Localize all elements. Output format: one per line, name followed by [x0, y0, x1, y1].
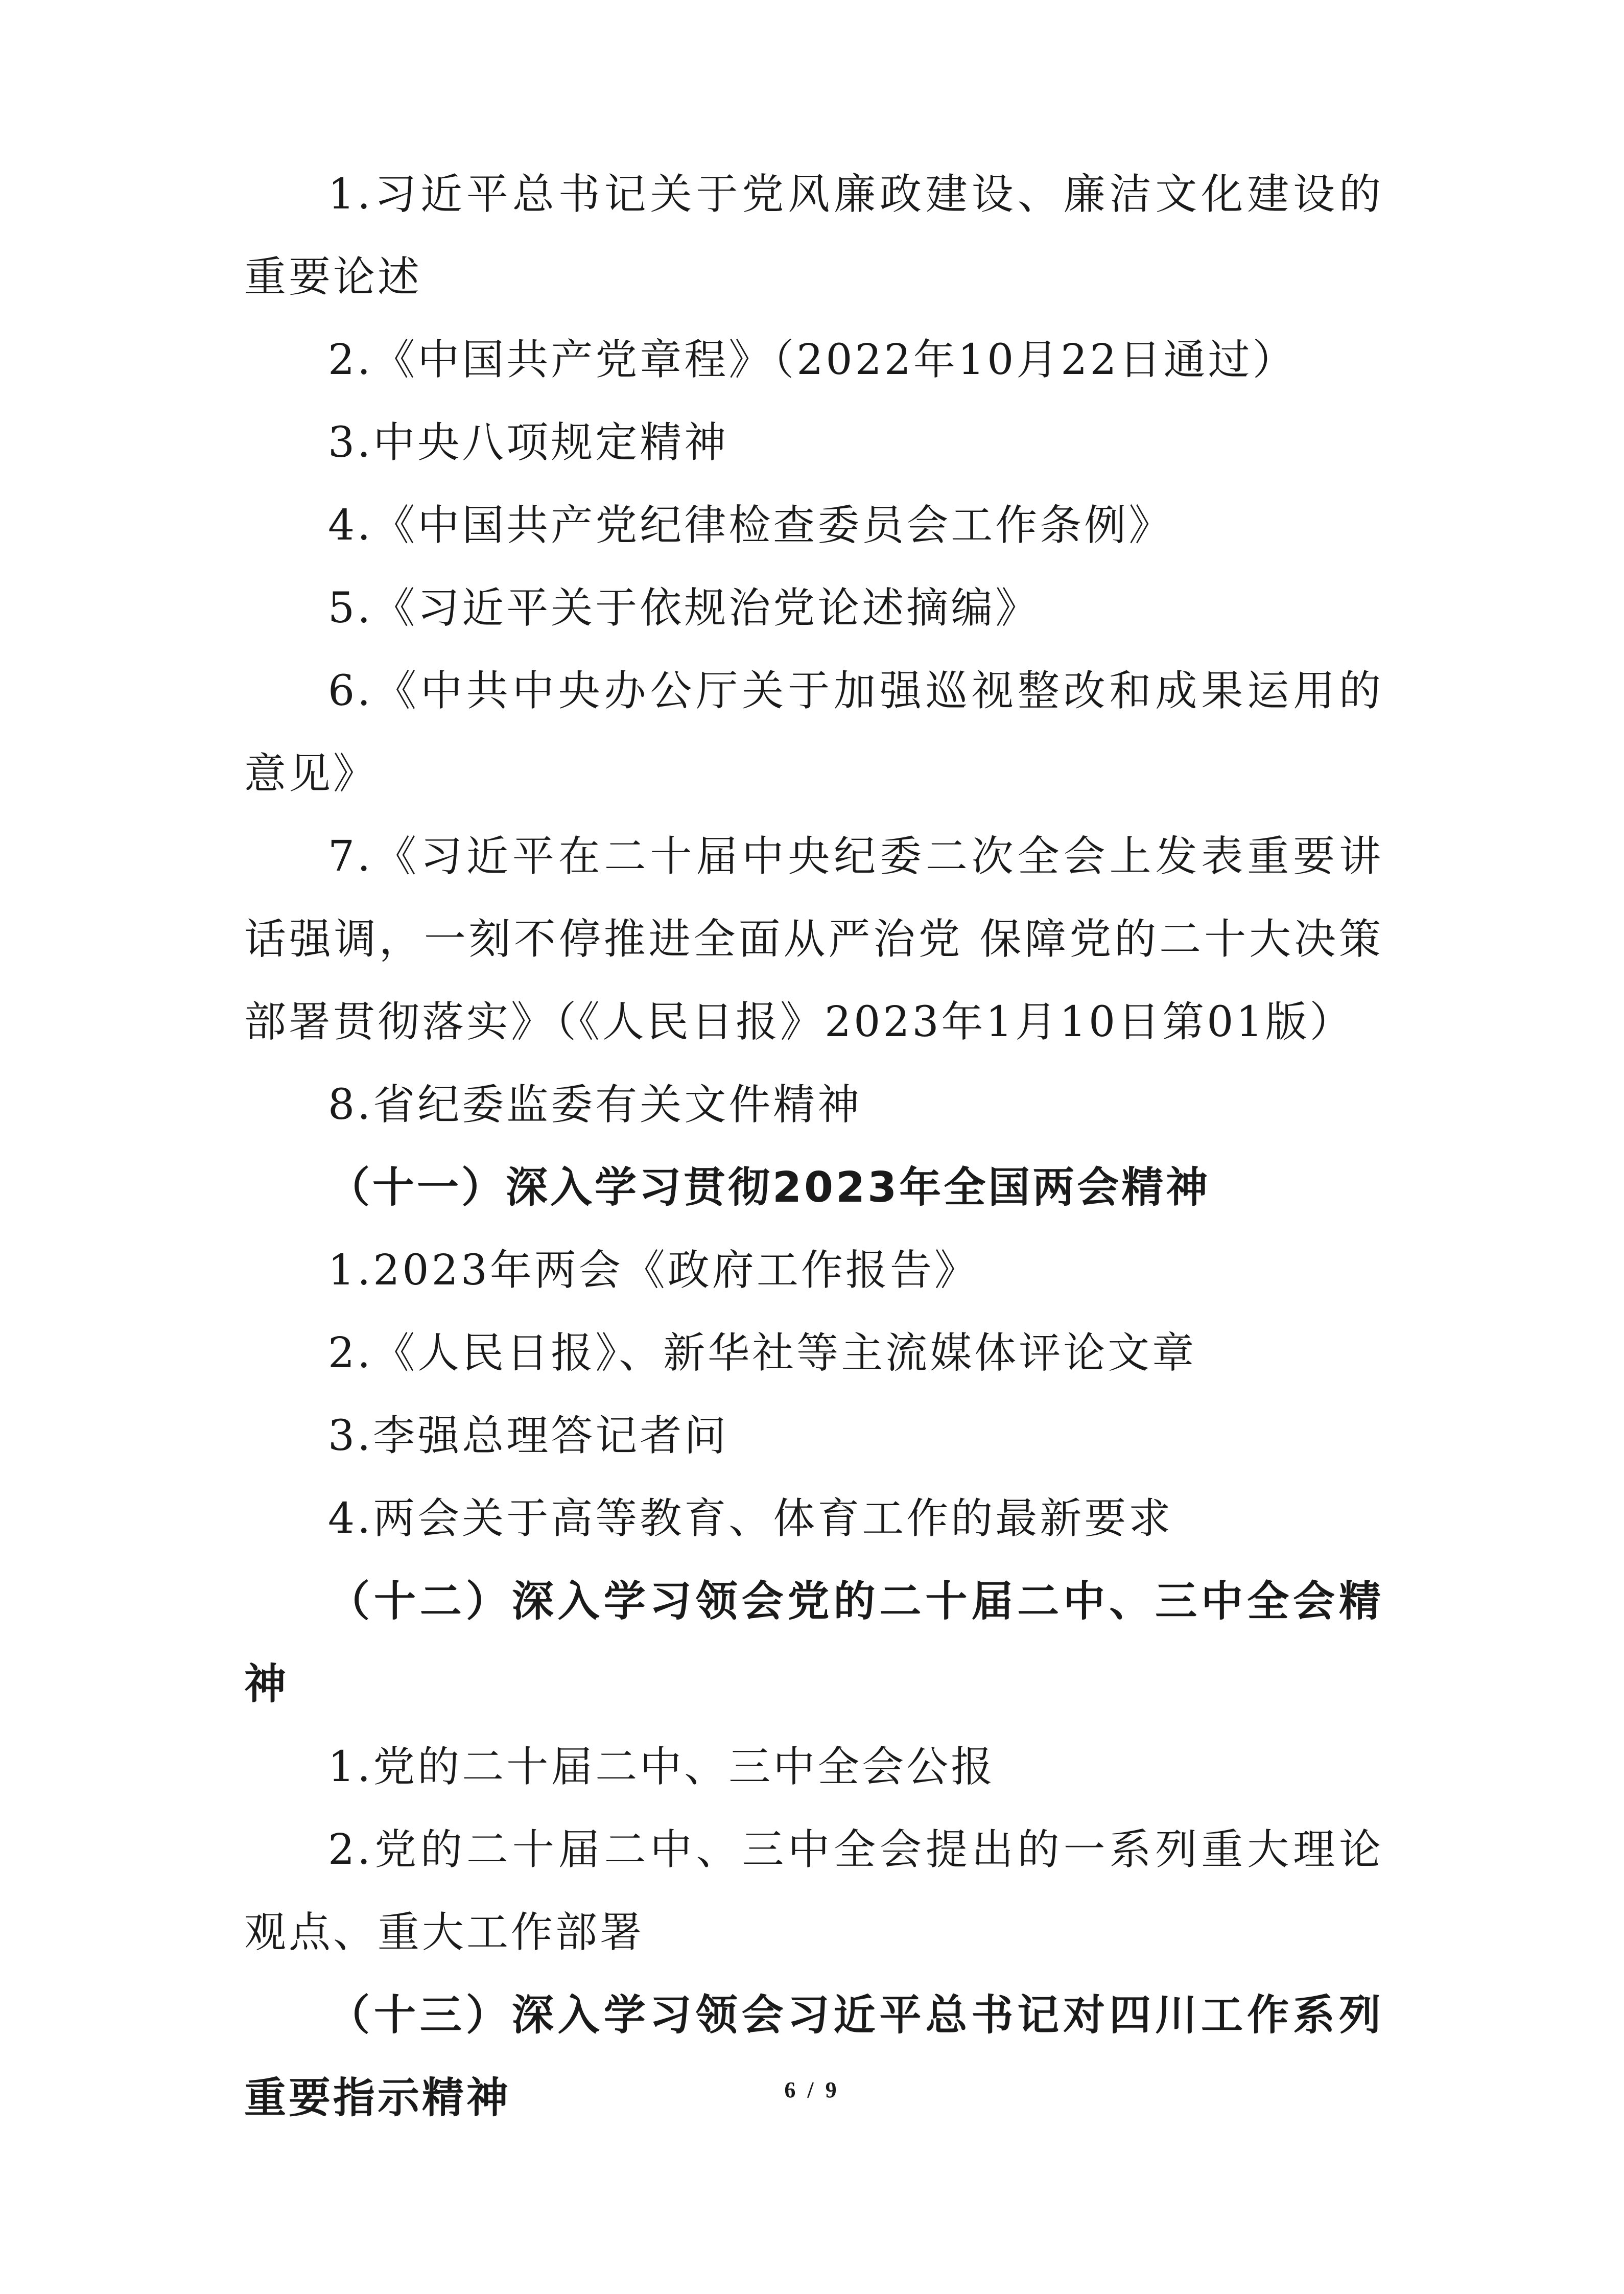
- paragraph: 7.《习近平在二十届中央纪委二次全会上发表重要讲话强调，一刻不停推进全面从严治党 保障党的二十大决策部署贯彻落实》（《人民日报》2023年1月10日第01版）: [244, 832, 1383, 1046]
- paragraph: 4.《中国共产党纪律检查委员会工作条例》: [328, 501, 1173, 550]
- paragraph: 6.《中共中央办公厅关于加强巡视整改和成果运用的意见》: [244, 667, 1383, 798]
- section-heading: （十二）深入学习领会党的二十届二中、三中全会精神: [244, 1577, 1383, 1708]
- paragraph: 1.党的二十届二中、三中全会公报: [328, 1743, 996, 1791]
- paragraph: 8.省纪委监委有关文件精神: [328, 1081, 862, 1129]
- page-number: 6 / 9: [784, 2077, 840, 2102]
- paragraph: 2.《人民日报》、新华社等主流媒体评论文章: [328, 1329, 1197, 1377]
- paragraph: 3.中央八项规定精神: [328, 418, 729, 467]
- paragraph: 1.习近平总书记关于党风廉政建设、廉洁文化建设的重要论述: [244, 170, 1383, 301]
- paragraph: 4.两会关于高等教育、体育工作的最新要求: [328, 1494, 1173, 1543]
- paragraph: 2.党的二十届二中、三中全会提出的一系列重大理论观点、重大工作部署: [244, 1825, 1383, 1957]
- section-heading: （十一）深入学习贯彻2023年全国两会精神: [328, 1163, 1211, 1212]
- paragraph: 2.《中国共产党章程》（2022年10月22日通过）: [328, 336, 1297, 384]
- paragraph: 3.李强总理答记者问: [328, 1412, 729, 1460]
- section-heading: （十三）深入学习领会习近平总书记对四川工作系列重要指示精神: [244, 1991, 1383, 2122]
- document-body: [244, 153, 1383, 2140]
- paragraph: 5.《习近平关于依规治党论述摘编》: [328, 584, 1040, 633]
- paragraph: 1.2023年两会《政府工作报告》: [328, 1246, 979, 1295]
